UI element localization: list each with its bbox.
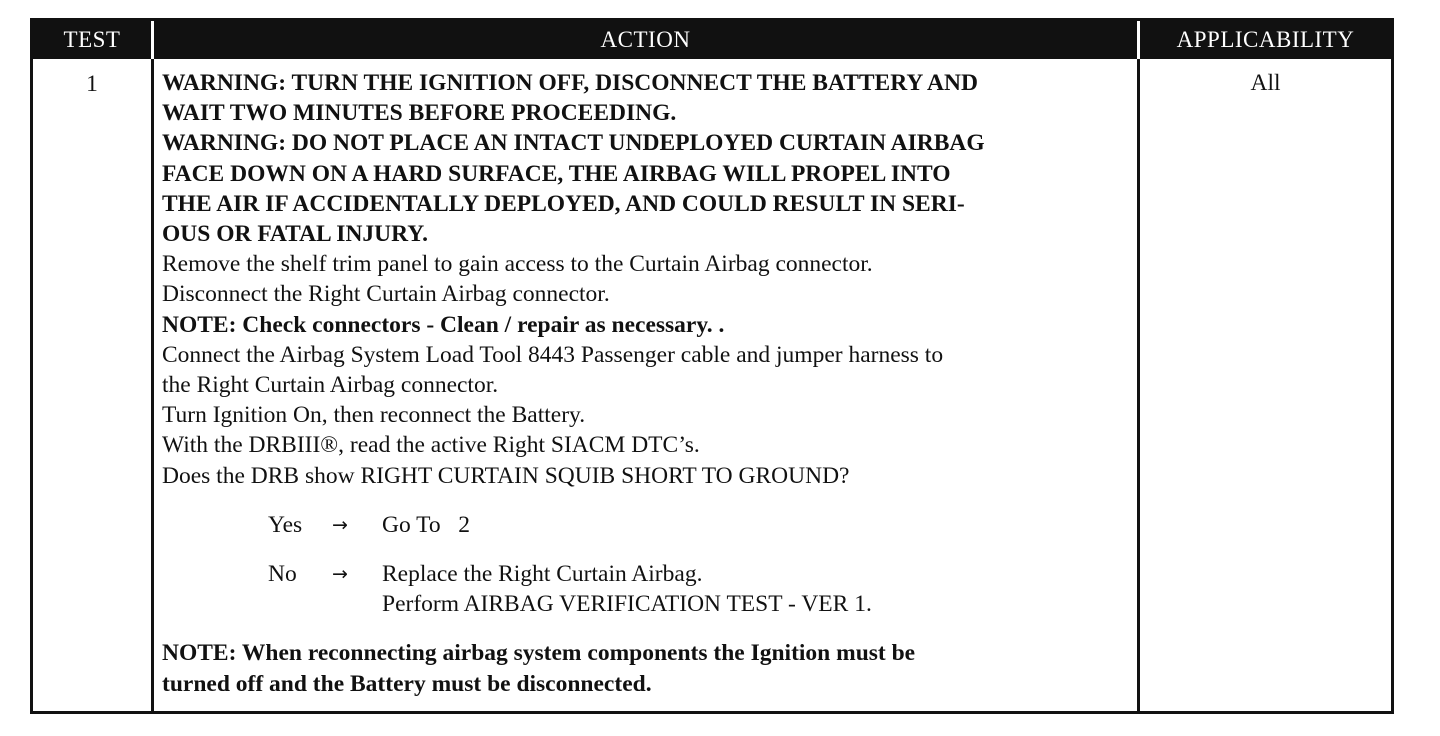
note-line: NOTE: Check connectors - Clean / repair as necessary. . [162,311,725,338]
arrow-icon: → [332,513,348,536]
warning-line: WARNING: DO NOT PLACE AN INTACT UNDEPLOYED CURTAIN AIRBAG [162,130,985,157]
diagnostic-table [30,18,1394,714]
option-answer: Yes [268,511,303,538]
instruction-line: Disconnect the Right Curtain Airbag connector. [162,281,610,308]
warning-line: THE AIR IF ACCIDENTALLY DEPLOYED, AND COULD RESULT IN SERI- [162,190,965,217]
arrow-icon: → [332,563,348,586]
instruction-line: Connect the Airbag System Load Tool 8443 Passenger cable and jumper harness to [162,341,944,368]
instruction-line: Remove the shelf trim panel to gain access to the Curtain Airbag connector. [162,251,873,278]
warning-line: WAIT TWO MINUTES BEFORE PROCEEDING. [162,100,677,127]
applicability-value: All [1250,70,1281,96]
instruction-line: Turn Ignition On, then reconnect the Battery. [162,402,586,429]
option-yes [162,510,1131,540]
option-result: Go To 2 [382,511,471,538]
answer-options [162,510,1131,620]
header-applicability: APPLICABILITY [1140,21,1391,59]
option-result-line: Replace the Right Curtain Airbag. [382,561,703,588]
instruction-line: the Right Curtain Airbag connector. [162,372,499,399]
question-line: Does the DRB show RIGHT CURTAIN SQUIB SHORT TO GROUND? [162,462,850,489]
warning-line: FACE DOWN ON A HARD SURFACE, THE AIRBAG WILL PROPEL INTO [162,160,951,187]
option-result [382,559,1131,619]
header-test: TEST [33,21,154,59]
instruction-line: With the DRBIII®, read the active Right SIACM DTC’s. [162,432,700,459]
action-cell [154,59,1140,711]
final-note-line: NOTE: When reconnecting airbag system components the Ignition must be [162,640,916,667]
warning-line: WARNING: TURN THE IGNITION OFF, DISCONNECT THE BATTERY AND [162,70,978,96]
final-note-line: turned off and the Battery must be disconnected. [162,670,652,697]
option-no [162,559,1131,619]
header-action: ACTION [154,21,1140,59]
option-result-line: Perform AIRBAG VERIFICATION TEST - VER 1. [382,591,872,618]
option-answer: No [268,561,297,588]
warning-line: OUS OR FATAL INJURY. [162,221,428,248]
test-number: 1 [33,59,154,711]
